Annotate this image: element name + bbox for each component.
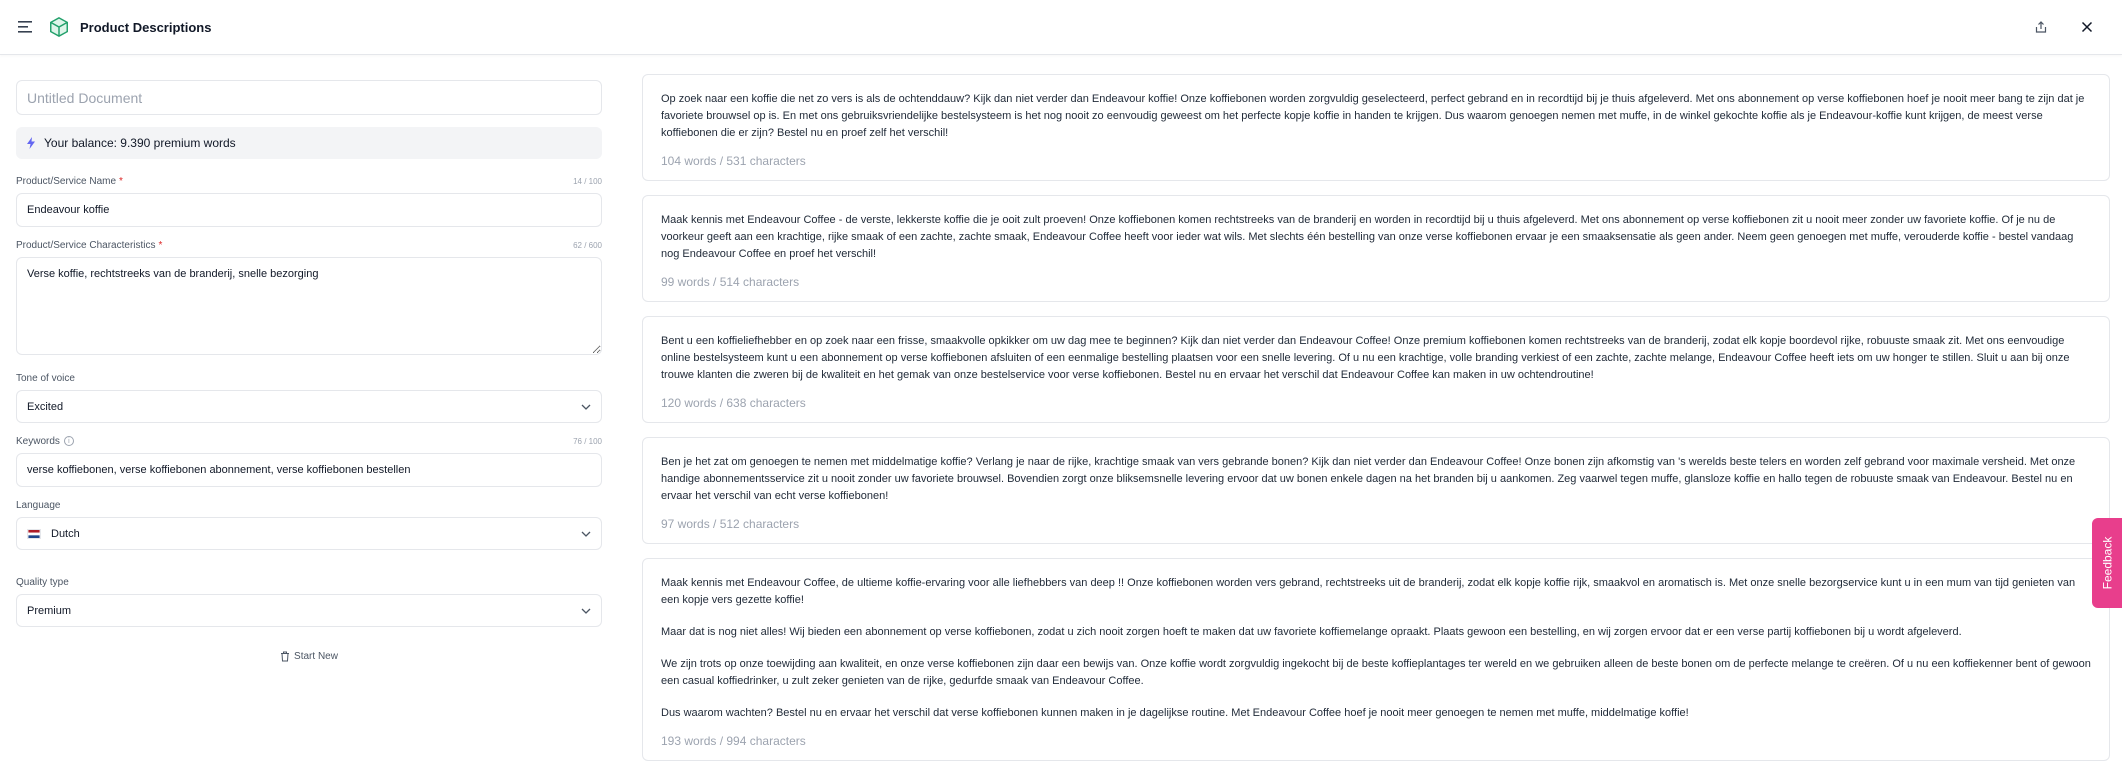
document-title-input[interactable]: [16, 80, 602, 115]
language-header: [16, 497, 602, 513]
chevron-down-icon: [581, 608, 591, 614]
product-name-header: [16, 173, 602, 189]
top-bar: [0, 0, 2122, 55]
result-card[interactable]: [642, 437, 2110, 544]
close-icon[interactable]: [2078, 18, 2096, 36]
characteristics-counter: 62 / 600: [573, 240, 602, 250]
netherlands-flag-icon: [27, 529, 41, 539]
quality-header: [16, 574, 602, 590]
balance-banner: [16, 127, 602, 159]
export-icon[interactable]: [2032, 18, 2050, 36]
input-panel: [16, 80, 602, 662]
result-stats: 193 words / 994 characters: [661, 734, 806, 748]
app-title: Product Descriptions: [80, 19, 212, 35]
feedback-label: Feedback: [2100, 536, 2115, 590]
result-text: Dus waarom wachten? Bestel nu en ervaar het verschil dat verse koffiebonen kunnen maken in je dagelijkse routine. Met Endeavour Coffee hoef je nooit meer genoegen te nemen met muffe, middelmatige koffie!: [661, 707, 1689, 719]
result-text: Op zoek naar een koffie die net zo vers is als de ochtenddauw? Kijk dan niet verder dan Endeavour koffie! Onze koffiebonen worden zorgvuldig geselecteerd, perfect gebrand en in recordtijd bij je thuis afgeleverd. Met ons abonnement op verse koffiebonen hoef je nooit meer bang te zijn dat je favoriete brouwsel op is. En met ons gebruiksvriendelijke bestelsysteem is het nog nooit zo eenvoudig geweest om het perfecte kopje koffie in handen te krijgen. Dus waarom genoegen nemen met muffe, in de winkel gekochte koffie als je Endeavour-koffie kunt krijgen, de meest verse koffiebonen die er zijn? Bestel nu en proef zelf het verschil!: [661, 93, 2085, 139]
tone-header: [16, 370, 602, 386]
result-card[interactable]: [642, 74, 2110, 181]
characteristics-textarea[interactable]: [16, 257, 602, 355]
result-stats: 104 words / 531 characters: [661, 154, 806, 168]
product-name-input[interactable]: [16, 193, 602, 227]
tone-label: Tone of voice: [16, 372, 75, 384]
quality-select[interactable]: [16, 594, 602, 627]
keywords-label: Keywords i: [16, 436, 74, 447]
chevron-down-icon: [581, 404, 591, 410]
result-text: Maak kennis met Endeavour Coffee, de ultieme koffie-ervaring voor alle liefhebbers van deep !! Onze koffiebonen worden vers gebrand, rechtstreeks uit de branderij, zodat elk kopje koffie rijk, smaakvol en aromatisch is. Met onze snelle bezorgservice kunt u in een mum van tijd genieten van een kopje vers gezette koffie!: [661, 577, 2076, 606]
result-text: Bent u een koffieliefhebber en op zoek naar een frisse, smaakvolle opkikker om uw dag mee te beginnen? Kijk dan niet verder dan Endeavour Coffee! Onze premium koffiebonen komen rechtstreeks van de branderij, zodat elk kopje boordevol rijke, robuuste smaak zit. Met ons eenvoudige online bestelsysteem kunt u een abonnement op verse koffiebonen afsluiten of een eenmalige bestelling plaatsen voor een snelle levering. Of u nu een krachtige, volle branding verkiest of een zachte, zachte melange, Endeavour Coffee heeft iets om uw honger te stillen. Sluit u aan bij onze trouwe klanten die zweren bij de kwaliteit en het gemak van onze bestelservice voor verse koffiebonen. Bestel nu en ervaar het verschil dat Endeavour Coffee kan maken in uw ochtendroutine!: [661, 335, 2070, 381]
results-panel: [642, 74, 2110, 775]
trash-icon: [280, 651, 290, 662]
feedback-tab[interactable]: [2092, 518, 2122, 608]
keywords-input[interactable]: [16, 453, 602, 487]
lightning-icon: [26, 137, 36, 149]
quality-value: Premium: [27, 604, 72, 617]
result-card[interactable]: [642, 316, 2110, 423]
quality-label: Quality type: [16, 576, 69, 588]
keywords-counter: 76 / 100: [573, 436, 602, 446]
menu-icon[interactable]: [16, 18, 34, 36]
start-new-button[interactable]: [16, 651, 602, 662]
language-value: Dutch: [51, 527, 80, 540]
characteristics-header: [16, 237, 602, 253]
result-stats: 120 words / 638 characters: [661, 396, 806, 410]
balance-text: Your balance: 9.390 premium words: [44, 136, 236, 150]
result-text: Maar dat is nog niet alles! Wij bieden een abonnement op verse koffiebonen, zodat u zich nooit zorgen hoeft te maken dat uw favoriete koffiemelange opraakt. Plaats gewoon een bestelling, en wij zorgen ervoor dat er een verse partij koffiebonen bij u wordt afgeleverd.: [661, 626, 1962, 638]
result-stats: 99 words / 514 characters: [661, 275, 800, 289]
language-select[interactable]: [16, 517, 602, 550]
result-stats: 97 words / 512 characters: [661, 517, 800, 531]
tone-select[interactable]: [16, 390, 602, 423]
result-card[interactable]: [642, 558, 2110, 761]
characteristics-label: Product/Service Characteristics *: [16, 239, 163, 251]
product-name-counter: 14 / 100: [573, 176, 602, 186]
result-text: We zijn trots op onze toewijding aan kwaliteit, en onze verse koffiebonen zijn daar een bewijs van. Onze koffie wordt zorgvuldig ingekocht bij de beste koffieplantages ter wereld en we gebruiken alleen de beste bonen om de perfecte melange te creëren. Of u nu een koffiekenner bent of gewoon een casual koffiedrinker, u zult zeker genieten van de rijke, gedurfde smaak van Endeavour Coffee.: [661, 658, 2091, 687]
product-name-label: Product/Service Name *: [16, 175, 123, 187]
result-text: Ben je het zat om genoegen te nemen met middelmatige koffie? Verlang je naar de rijke, krachtige smaak van vers gebrande bonen? Kijk dan niet verder dan Endeavour Coffee! Onze bonen zijn afkomstig van 's werelds beste telers en worden zelf gebrand voor maximale versheid. Met onze handige abonnementsservice zit u nooit zonder uw favoriete brouwsel. Bovendien zorgt onze bliksemsnelle levering ervoor dat uw bonen enkele dagen na het branden bij u aankomen. Zeg vaarwel tegen muffe, glansloze koffie en hallo tegen de robuuste smaak van Endeavour. Bestel nu en ervaar het verschil van echt verse koffiebonen!: [661, 456, 2076, 502]
chevron-down-icon: [581, 531, 591, 537]
keywords-header: [16, 433, 602, 449]
cube-logo-icon: [48, 16, 70, 38]
language-label: Language: [16, 499, 61, 511]
start-new-label: Start New: [294, 651, 338, 662]
tone-value: Excited: [27, 400, 64, 413]
result-text: Maak kennis met Endeavour Coffee - de verste, lekkerste koffie die je ooit zult proeven! Onze koffiebonen komen rechtstreeks van de branderij en worden in recordtijd bij u thuis afgeleverd. Met ons abonnement op verse koffiebonen zit u nooit meer zonder uw favoriete koffie. Of je nu de voorkeur geeft aan een krachtige, rijke smaak of een zachte, zachte smaak, Endeavour Coffee heeft voor ieder wat wils. Met slechts één bestelling van onze verse koffiebonen ervaar je een smaaksensatie als geen ander. Neem geen genoegen met muffe, verouderde koffie - bestel vandaag nog Endeavour Coffee en proef het verschil!: [661, 214, 2074, 260]
result-card[interactable]: [642, 195, 2110, 302]
info-icon[interactable]: i: [64, 436, 74, 446]
